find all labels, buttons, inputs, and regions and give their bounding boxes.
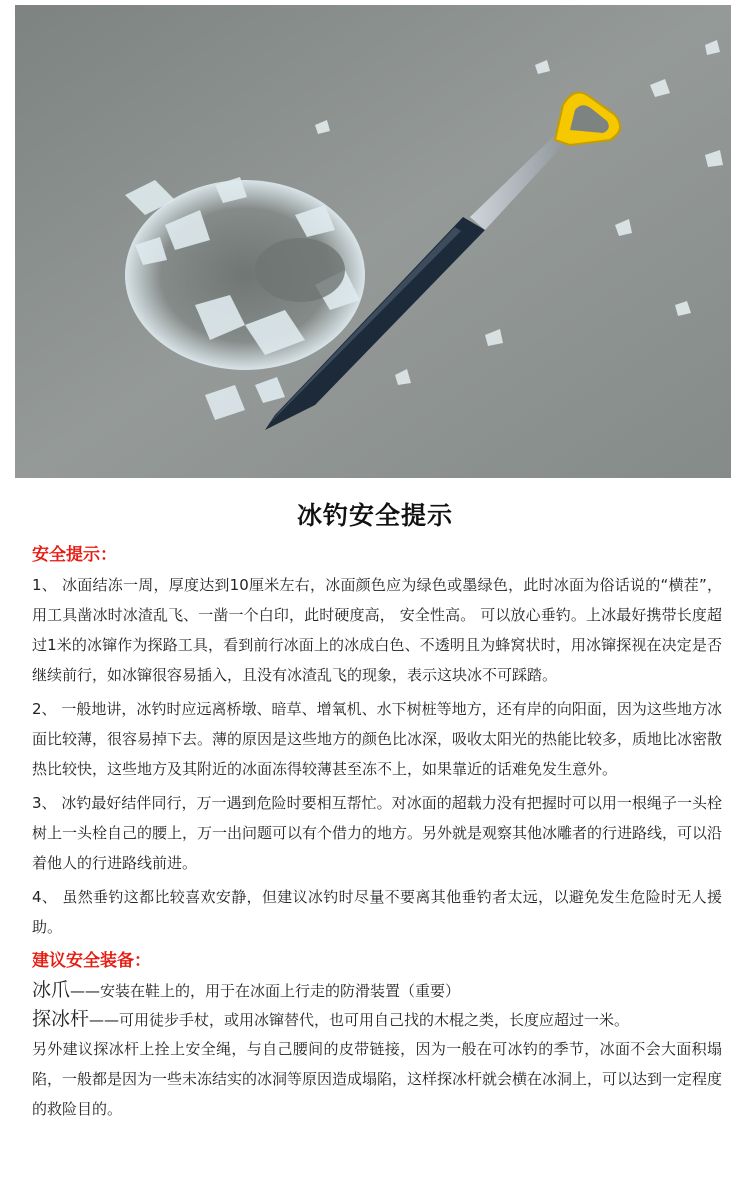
- ice-photo-illustration: [15, 5, 731, 478]
- equipment-desc: ——安装在鞋上的，用于在冰面上行走的防滑装置（重要）: [70, 982, 461, 1000]
- equipment-note: 另外建议探冰杆上拴上安全绳，与自己腰间的皮带链接，因为一般在可冰钓的季节，冰面不会大面积塌陷，一般都是因为一些未冻结实的冰洞等原因造成塌陷，这样探冰杆就会横在冰洞上，可以达到一定程度的救险目的。: [32, 1040, 723, 1118]
- safety-item: 4、 虽然垂钓这都比较喜欢安静，但建议冰钓时尽量不要离其他垂钓者太远，以避免发生危险时无人援助。: [32, 888, 722, 936]
- safety-item: 1、 冰面结冻一周，厚度达到10厘米左右，冰面颜色应为绿色或墨绿色，此时冰面为俗话说的“横茬”，用工具凿冰时冰渣乱飞、一凿一个白印，此时硬度高， 安全性高。 可以放心垂钓。上冰最好携带长度超过1米的冰镩作为探路工具，看到前行冰面上的冰成白色、不透明且为蜂窝状时，用冰镩探视在决定是否继续前行，如冰镩很容易插入，且没有冰渣乱飞的现象，表示这块冰不可踩踏。: [32, 576, 722, 684]
- ice-chisel-photo: [15, 5, 731, 478]
- safety-item: 2、 一般地讲，冰钓时应远离桥墩、暗草、增氧机、水下树桩等地方，还有岸的向阳面，因为这些地方冰面比较薄，很容易掉下去。薄的原因是这些地方的颜色比冰深，吸收太阳光的热能比较多，质地比冰密散热比较快，这些地方及其附近的冰面冻得较薄甚至冻不上，如果靠近的话难免发生意外。: [32, 700, 723, 778]
- equipment-item: [32, 1005, 722, 1034]
- safety-heading: 安全提示：: [32, 545, 117, 565]
- equipment-term: 探冰杆: [32, 1008, 90, 1030]
- page-title: 冰钓安全提示: [296, 501, 453, 530]
- article-body: [32, 540, 722, 1124]
- equipment-item: [32, 976, 722, 1005]
- equipment-heading: 建议安全装备：: [32, 951, 151, 971]
- safety-item: 3、 冰钓最好结伴同行，万一遇到危险时要相互帮忙。对冰面的超载力没有把握时可以用一根绳子一头栓树上一头栓自己的腰上，万一出问题可以有个借力的地方。另外就是观察其他冰雕者的行进路线，可以沿着他人的行进路线前进。: [32, 794, 723, 872]
- equipment-term: 冰爪: [32, 979, 71, 1001]
- equipment-desc: ——可用徒步手杖，或用冰镩替代，也可用自己找的木棍之类，长度应超过一米。: [89, 1011, 630, 1029]
